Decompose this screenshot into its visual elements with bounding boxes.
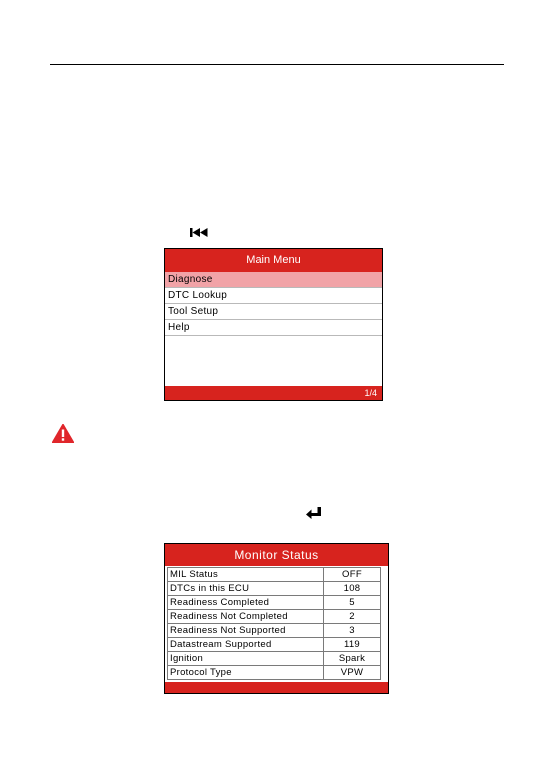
row-value: Spark: [324, 652, 381, 666]
table-row: [168, 666, 381, 680]
table-row: [168, 638, 381, 652]
menu-item-help[interactable]: Help: [165, 320, 382, 336]
row-value: 3: [324, 624, 381, 638]
menu-item-diagnose[interactable]: Diagnose: [165, 272, 382, 288]
row-label: Readiness Not Completed: [168, 610, 324, 624]
top-rule: [50, 64, 504, 65]
row-label: Protocol Type: [168, 666, 324, 680]
row-label: Readiness Not Supported: [168, 624, 324, 638]
monitor-bottom-bar: [165, 682, 388, 693]
table-row: [168, 610, 381, 624]
row-value: 5: [324, 596, 381, 610]
row-label: Readiness Completed: [168, 596, 324, 610]
row-label: DTCs in this ECU: [168, 582, 324, 596]
table-row: [168, 582, 381, 596]
table-row: [168, 624, 381, 638]
row-label: MIL Status: [168, 568, 324, 582]
row-label: Ignition: [168, 652, 324, 666]
main-menu-screen: [164, 248, 383, 401]
row-value: OFF: [324, 568, 381, 582]
menu-item-tool-setup[interactable]: Tool Setup: [165, 304, 382, 320]
warning-icon: [52, 424, 74, 443]
table-row: [168, 652, 381, 666]
enter-icon: [306, 507, 322, 519]
row-value: 2: [324, 610, 381, 624]
row-label: Datastream Supported: [168, 638, 324, 652]
monitor-status-screen: [164, 543, 389, 694]
monitor-status-table: [167, 567, 381, 680]
row-value: VPW: [324, 666, 381, 680]
page-indicator: 1/4: [165, 386, 382, 400]
monitor-status-title: Monitor Status: [165, 544, 388, 566]
row-value: 108: [324, 582, 381, 596]
menu-empty-area: [165, 338, 382, 385]
menu-item-dtc-lookup[interactable]: DTC Lookup: [165, 288, 382, 304]
skip-back-icon: [190, 228, 208, 237]
table-row: [168, 568, 381, 582]
table-row: [168, 596, 381, 610]
main-menu-title: Main Menu: [165, 249, 382, 272]
row-value: 119: [324, 638, 381, 652]
